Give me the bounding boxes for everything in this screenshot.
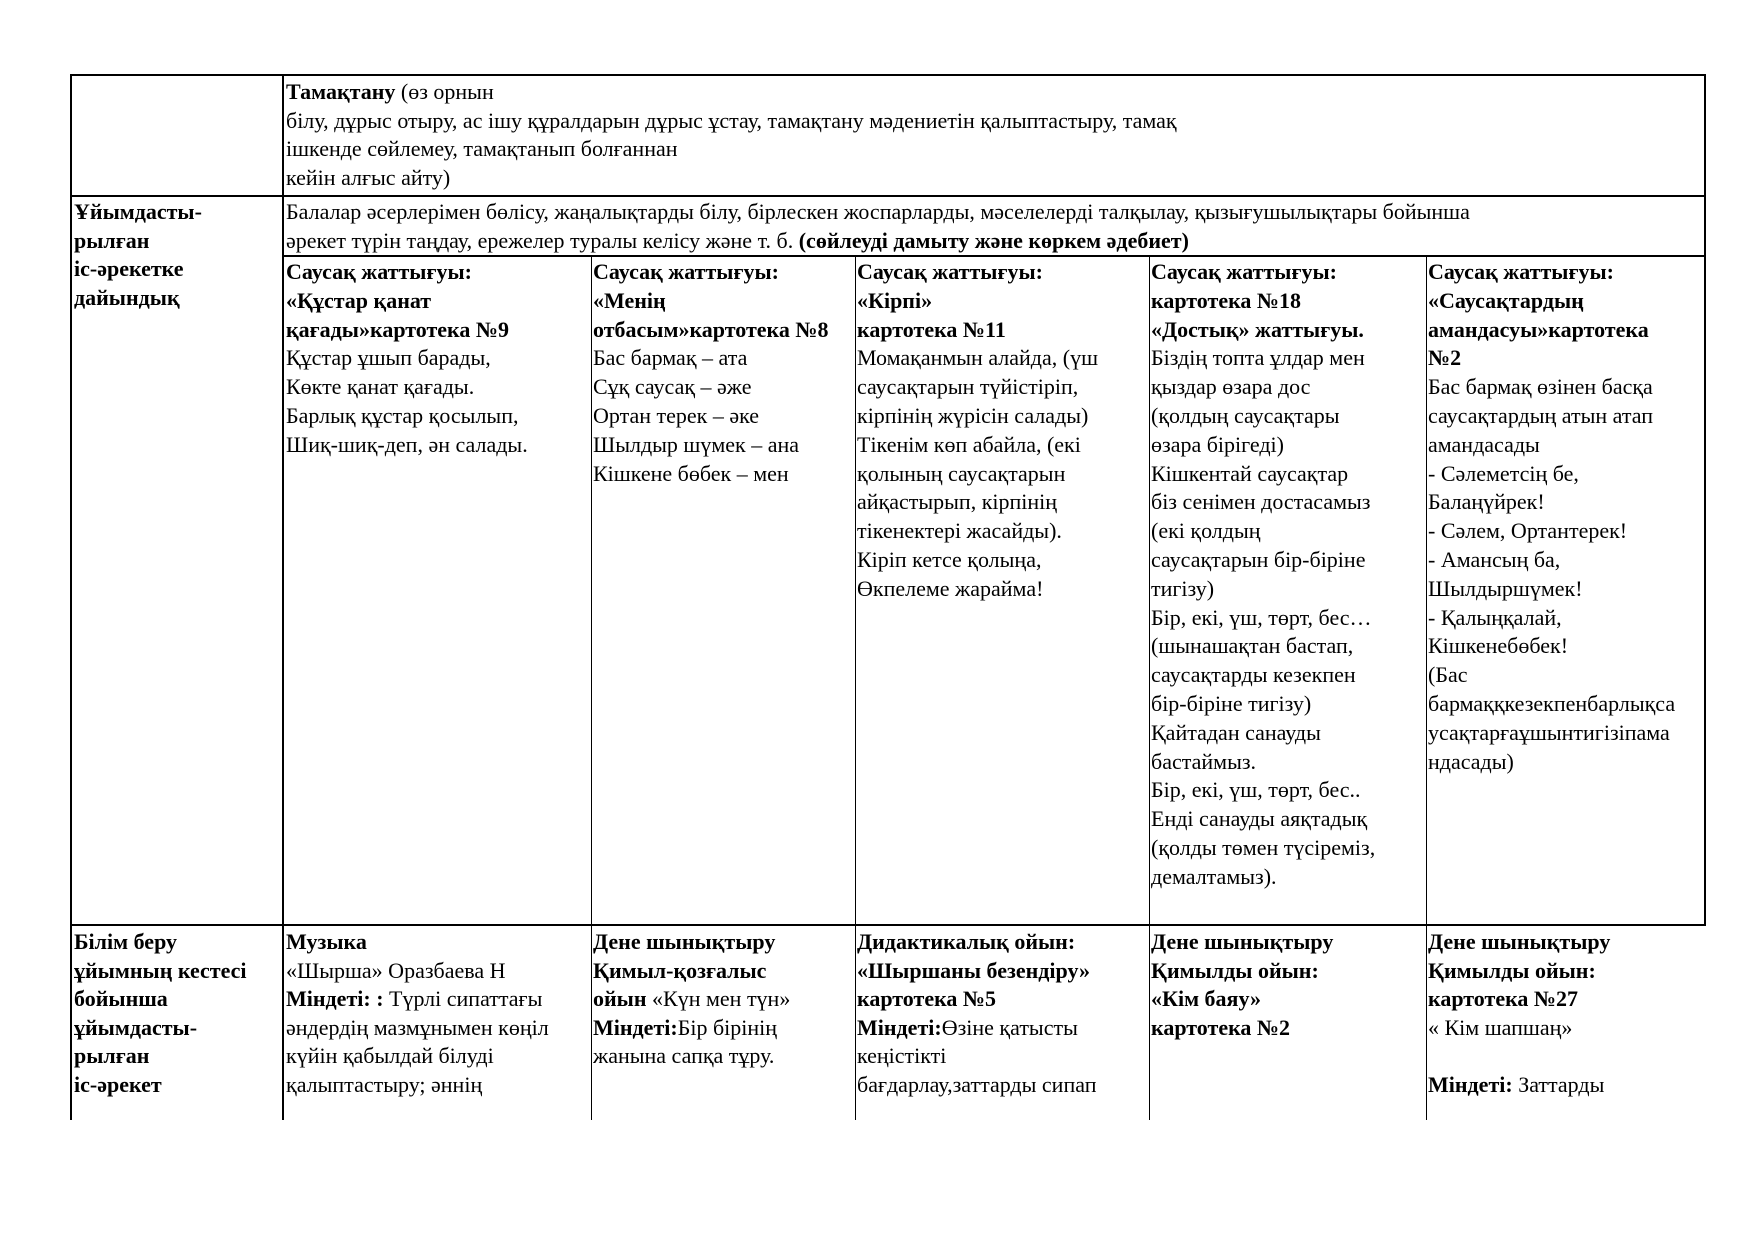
text-run: (өз орнын bbox=[395, 79, 494, 104]
label-line: ұйымдасты- bbox=[74, 1014, 198, 1040]
bold-text: Қимыл-қозғалыс bbox=[593, 957, 767, 983]
text-run: Балалар әсерлерімен бөлісу, жаңалықтарды білу, бірлескен жоспарларды, мәселелерді талқылау, қызығушылықтары бойынша bbox=[286, 199, 1470, 224]
label-line: дайындық bbox=[74, 284, 180, 310]
exercise-body-line: Бір, екі, үш, төрт, бес.. bbox=[1151, 777, 1361, 803]
exercise-body-line: Шиқ-шиқ-деп, ән салады. bbox=[286, 431, 528, 457]
meal-text-line bbox=[286, 164, 1701, 193]
exercise-title-line: «Саусақтардың bbox=[1428, 287, 1584, 313]
column-divider-3 bbox=[1149, 255, 1150, 1120]
label-line: рылған bbox=[74, 1043, 150, 1068]
exercise-body-line: бастаймыз. bbox=[1151, 748, 1257, 774]
exercise-title-line: отбасым»картотека №8 bbox=[593, 316, 829, 342]
activity-text-line bbox=[593, 1042, 853, 1071]
text-run: жанына сапқа тұру. bbox=[593, 1043, 775, 1068]
column-divider-1 bbox=[591, 255, 592, 1120]
exercise-body-line: Кіріп кетсе қолыңа, bbox=[857, 546, 1042, 572]
activity-text-line bbox=[857, 1042, 1147, 1071]
exercise-body-line: бармаққкезекпенбарлықса bbox=[1428, 690, 1676, 716]
prep-intro-cell bbox=[286, 198, 1701, 254]
exercise-body-line: Момақанмын алайда, (үш bbox=[857, 345, 1099, 371]
bold-text: Қимылды ойын: bbox=[1151, 957, 1319, 983]
exercise-body-line: Шылдыр шүмек – ана bbox=[593, 431, 800, 457]
activity-text-line bbox=[1428, 1014, 1703, 1043]
text-run: қалыптастыру; әннің bbox=[286, 1071, 483, 1097]
text-run: «Күн мен түн» bbox=[646, 986, 791, 1011]
exercise-title-line: Саусақ жаттығуы: bbox=[286, 259, 472, 284]
text-run: Өзіне қатысты bbox=[941, 1014, 1078, 1040]
exercise-body-line: тікенектері жасайды). bbox=[857, 518, 1062, 544]
bold-text: «Шыршаны безендіру» bbox=[857, 957, 1090, 983]
label-line: рылған bbox=[74, 227, 150, 253]
exercise-body-line: саусақтардың атын атап bbox=[1428, 402, 1653, 428]
exercise-body-line: (қолды төмен түсіреміз, bbox=[1151, 834, 1376, 860]
meal-text-line bbox=[286, 135, 1701, 164]
activity-text-line bbox=[1151, 928, 1424, 957]
bold-text: Дидактикалық ойын: bbox=[857, 929, 1076, 954]
exercise-body-line: Бір, екі, үш, төрт, бес… bbox=[1151, 604, 1372, 630]
text-run: Бір бірінің bbox=[677, 1014, 778, 1040]
activity-text-line bbox=[857, 1071, 1147, 1100]
meal-text-line bbox=[286, 107, 1701, 136]
exercise-body-line: Кішкентай саусақтар bbox=[1151, 460, 1349, 486]
exercise-body-line: қолының саусақтарын bbox=[857, 460, 1066, 486]
activity-text-line bbox=[286, 985, 588, 1014]
intro-text-line bbox=[286, 198, 1701, 227]
exercise-body-line: (қолдың саусақтары bbox=[1151, 402, 1340, 428]
activity-text-line bbox=[593, 985, 853, 1014]
text-run: бағдарлау,заттарды сипап bbox=[857, 1071, 1097, 1097]
exercise-body-line: Өкпелеме жарайма! bbox=[857, 575, 1044, 601]
text-run: күйін қабылдай білуді bbox=[286, 1043, 494, 1068]
bold-text: Қимылды ойын: bbox=[1428, 957, 1596, 983]
activity-text-line bbox=[857, 1014, 1147, 1043]
activity-text-line bbox=[286, 928, 588, 957]
label-line: іс-әрекетке bbox=[74, 256, 184, 281]
exercise-body-line: усақтарғаұшынтигізіпама bbox=[1428, 719, 1670, 745]
bold-text: Музыка bbox=[286, 929, 367, 954]
exercise-title-line: №2 bbox=[1428, 345, 1462, 371]
bold-text: картотека №27 bbox=[1428, 986, 1579, 1011]
text-run: Заттарды bbox=[1512, 1071, 1605, 1097]
exercise-body-line: Біздің топта ұлдар мен bbox=[1151, 345, 1365, 371]
activity-text-line bbox=[593, 1014, 853, 1043]
intro-text-line bbox=[286, 227, 1701, 255]
text-run: білу, дұрыс отыру, ас ішу құралдарын дұрыс ұстау, тамақтану мәдениетін қалыптастыру, тамақ bbox=[286, 107, 1177, 133]
bold-text: картотека №2 bbox=[1151, 1014, 1291, 1040]
text-run: «Шырша» Оразбаева Н bbox=[286, 957, 506, 983]
exercise-body-line: демалтамыз). bbox=[1151, 863, 1277, 889]
exercise-body-line: Шылдыршүмек! bbox=[1428, 575, 1583, 601]
finger-exercise-cell-2 bbox=[593, 258, 853, 922]
exercise-body-line: қыздар өзара дос bbox=[1151, 374, 1311, 400]
exercise-title-line: «Достық» жаттығуы. bbox=[1151, 316, 1364, 342]
exercise-body-line: (Бас bbox=[1428, 662, 1468, 688]
schedule-cell-3 bbox=[857, 928, 1147, 1118]
exercise-body-line: Кішкенебөбек! bbox=[1428, 633, 1569, 659]
bold-text: Дене шынықтыру bbox=[1428, 929, 1611, 954]
exercise-body-line: амандасады bbox=[1428, 431, 1540, 457]
activity-text-line bbox=[593, 957, 853, 986]
exercise-body-line: Ортан терек – әке bbox=[593, 402, 760, 428]
activity-text-line bbox=[1428, 1071, 1703, 1100]
label-line: ұйымның кестесі bbox=[74, 957, 247, 983]
activity-text-line bbox=[1428, 985, 1703, 1014]
label-line: Білім беру bbox=[74, 929, 178, 954]
exercise-title-line: Саусақ жаттығуы: bbox=[593, 259, 779, 284]
text-run: кейін алғыс айту) bbox=[286, 164, 451, 190]
text-run: « Кім шапшаң» bbox=[1428, 1014, 1573, 1040]
activity-text-line bbox=[286, 1042, 588, 1071]
activity-text-line bbox=[286, 1014, 588, 1043]
row-divider-1 bbox=[70, 195, 1705, 197]
exercise-title-line: амандасуы»картотека bbox=[1428, 316, 1649, 342]
activity-text-line bbox=[857, 985, 1147, 1014]
exercise-body-line: Құстар ұшып барады, bbox=[286, 345, 491, 371]
exercise-body-line: Қайтадан санауды bbox=[1151, 719, 1321, 745]
bold-text: Міндеті: bbox=[1428, 1071, 1513, 1097]
activity-text-line bbox=[1151, 1014, 1424, 1043]
table-border-top bbox=[70, 74, 1705, 76]
exercise-body-line: бір-біріне тигізу) bbox=[1151, 690, 1312, 716]
activity-text-line bbox=[286, 1071, 588, 1100]
exercise-title-line: «Құстар қанат bbox=[286, 287, 432, 313]
finger-exercise-cell-5 bbox=[1428, 258, 1703, 922]
exercise-title-line: Саусақ жаттығуы: bbox=[1428, 259, 1614, 284]
finger-exercise-cell-1 bbox=[286, 258, 588, 922]
finger-exercise-cell-3 bbox=[857, 258, 1147, 922]
text-run: әндердің мазмұнымен көңіл bbox=[286, 1014, 549, 1040]
row-divider-2 bbox=[284, 255, 1705, 257]
label-line: Ұйымдасты- bbox=[74, 199, 202, 224]
exercise-body-line: Бас бармақ өзінен басқа bbox=[1428, 374, 1653, 400]
activity-text-line bbox=[1151, 957, 1424, 986]
exercise-body-line: Барлық құстар қосылып, bbox=[286, 402, 519, 428]
column-divider-4 bbox=[1426, 255, 1427, 1120]
exercise-body-line: Көкте қанат қағады. bbox=[286, 374, 475, 400]
exercise-title-line: картотека №18 bbox=[1151, 287, 1302, 313]
schedule-row-label bbox=[74, 928, 280, 1118]
row-divider-3 bbox=[70, 924, 1705, 926]
exercise-body-line: саусақтарды кезекпен bbox=[1151, 662, 1356, 688]
finger-exercise-cell-4 bbox=[1151, 258, 1424, 922]
exercise-body-line: Енді санауды аяқтадық bbox=[1151, 806, 1368, 832]
label-line: бойынша bbox=[74, 986, 168, 1011]
prep-row-label bbox=[74, 198, 280, 318]
text-run: Түрлі сипаттағы bbox=[383, 986, 543, 1011]
exercise-body-line: (екі қолдың bbox=[1151, 518, 1261, 544]
exercise-body-line: саусақтарын бір-біріне bbox=[1151, 546, 1366, 572]
activity-text-line bbox=[1151, 985, 1424, 1014]
exercise-body-line: - Сәлеметсің бе, bbox=[1428, 460, 1579, 486]
exercise-body-line: саусақтарын түйістіріп, bbox=[857, 374, 1079, 400]
activity-text-line bbox=[1428, 928, 1703, 957]
exercise-title-line: қағады»картотека №9 bbox=[286, 316, 510, 342]
exercise-title-line: картотека №11 bbox=[857, 316, 1006, 342]
bold-text: Дене шынықтыру bbox=[1151, 929, 1334, 954]
exercise-body-line: - Сәлем, Ортантерек! bbox=[1428, 518, 1628, 544]
exercise-body-line: өзара бірігеді) bbox=[1151, 431, 1284, 457]
label-line: іс-әрекет bbox=[74, 1071, 162, 1097]
table-border-left bbox=[70, 74, 72, 1120]
exercise-body-line: айқастырып, кірпінің bbox=[857, 489, 1058, 515]
label-column-divider bbox=[282, 74, 284, 1120]
bold-text: (сөйлеуді дамыту және көркем әдебиет) bbox=[798, 227, 1189, 253]
text-run: кеңістікті bbox=[857, 1043, 947, 1068]
exercise-body-line: біз сенімен достасамыз bbox=[1151, 489, 1371, 515]
schedule-cell-4 bbox=[1151, 928, 1424, 1118]
exercise-body-line: (шынашақтан бастап, bbox=[1151, 633, 1354, 659]
schedule-cell-1 bbox=[286, 928, 588, 1118]
meal-cell bbox=[286, 78, 1701, 194]
exercise-title-line: Саусақ жаттығуы: bbox=[1151, 259, 1337, 284]
exercise-body-line: Балаңүйрек! bbox=[1428, 489, 1545, 515]
exercise-body-line: тигізу) bbox=[1151, 575, 1215, 601]
bold-text: Міндеті: : bbox=[286, 986, 384, 1011]
exercise-body-line: Сұқ саусақ – әже bbox=[593, 374, 752, 400]
activity-text-line bbox=[286, 957, 588, 986]
column-divider-2 bbox=[855, 255, 856, 1120]
exercise-body-line: Бас бармақ – ата bbox=[593, 345, 748, 371]
schedule-cell-5 bbox=[1428, 928, 1703, 1118]
bold-text: Міндеті: bbox=[857, 1014, 942, 1040]
activity-text-line bbox=[1428, 1042, 1703, 1071]
activity-text-line bbox=[593, 928, 853, 957]
exercise-title-line: «Кірпі» bbox=[857, 287, 933, 313]
activity-text-line bbox=[857, 928, 1147, 957]
text-run: әрекет түрін таңдау, ережелер туралы келісу және т. б. bbox=[286, 227, 799, 253]
bold-text: Тамақтану bbox=[286, 79, 396, 104]
bold-text: Міндеті: bbox=[593, 1014, 678, 1040]
exercise-body-line: ндасады) bbox=[1428, 748, 1514, 774]
bold-text: картотека №5 bbox=[857, 986, 997, 1011]
exercise-body-line: - Қалыңқалай, bbox=[1428, 604, 1562, 630]
exercise-body-line: Тікенім көп абайла, (екі bbox=[857, 431, 1081, 457]
exercise-title-line: Саусақ жаттығуы: bbox=[857, 259, 1043, 284]
exercise-body-line: Кішкене бөбек – мен bbox=[593, 460, 789, 486]
activity-text-line bbox=[857, 957, 1147, 986]
bold-text: ойын bbox=[593, 986, 647, 1011]
exercise-body-line: кірпінің жүрісін салады) bbox=[857, 402, 1089, 428]
exercise-title-line: «Менің bbox=[593, 287, 666, 313]
bold-text: Дене шынықтыру bbox=[593, 929, 776, 954]
exercise-body-line: - Амансың ба, bbox=[1428, 546, 1561, 572]
meal-text-line bbox=[286, 78, 1701, 107]
table-border-right bbox=[1704, 74, 1706, 926]
schedule-cell-2 bbox=[593, 928, 853, 1118]
text-run: ішкенде сөйлемеу, тамақтанып болғаннан bbox=[286, 136, 678, 161]
activity-text-line bbox=[1428, 957, 1703, 986]
bold-text: «Кім баяу» bbox=[1151, 986, 1261, 1011]
